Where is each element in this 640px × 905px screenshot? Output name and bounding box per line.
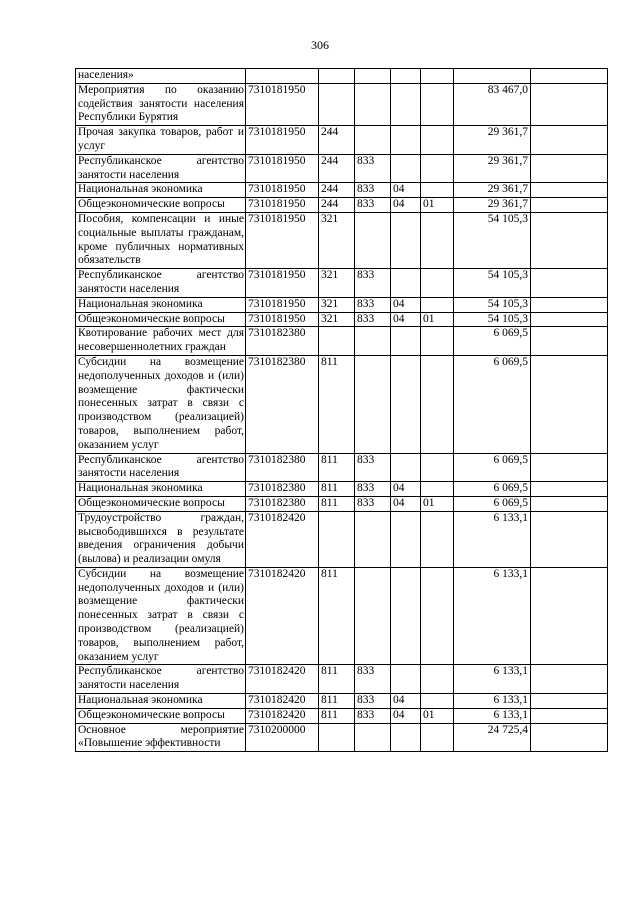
row-amount-extra-cell xyxy=(531,198,608,213)
row-expense-type-cell: 811 xyxy=(319,567,355,665)
row-amount-cell: 6 069,5 xyxy=(454,482,531,497)
row-administrator-cell: 833 xyxy=(355,312,391,327)
row-target-article-cell: 7310181950 xyxy=(246,154,319,183)
row-subsection-cell: 01 xyxy=(421,708,454,723)
row-section-cell xyxy=(391,567,421,665)
row-administrator-cell: 833 xyxy=(355,453,391,482)
row-amount-extra-cell xyxy=(531,453,608,482)
row-expense-type-cell xyxy=(319,327,355,356)
row-subsection-cell xyxy=(421,327,454,356)
table-row xyxy=(76,198,608,213)
row-administrator-cell xyxy=(355,355,391,453)
row-expense-type-cell: 321 xyxy=(319,269,355,298)
row-target-article-cell: 7310182380 xyxy=(246,482,319,497)
row-name-cell: Пособия, компенсации и иные социальные выплаты гражданам, кроме публичных нормативных обязательств xyxy=(76,212,246,268)
row-name-cell: Прочая закупка товаров, работ и услуг xyxy=(76,126,246,155)
row-name-cell: Трудоустройство граждан, высвободившихся в результате введения ограничения добычи (вылова) и реализации омуля xyxy=(76,511,246,567)
row-subsection-cell xyxy=(421,723,454,752)
table-row xyxy=(76,327,608,356)
row-expense-type-cell: 244 xyxy=(319,198,355,213)
row-name-cell: Национальная экономика xyxy=(76,297,246,312)
row-amount-cell: 6 133,1 xyxy=(454,511,531,567)
row-target-article-cell: 7310182380 xyxy=(246,453,319,482)
row-amount-extra-cell xyxy=(531,723,608,752)
row-amount-extra-cell xyxy=(531,297,608,312)
row-name-cell: Субсидии на возмещение недополученных доходов и (или) возмещение фактически понесенных затрат в связи с производством (реализацией) товаров, выполнением работ, оказанием услуг xyxy=(76,355,246,453)
row-expense-type-cell: 321 xyxy=(319,297,355,312)
table-row xyxy=(76,183,608,198)
row-name-cell: Субсидии на возмещение недополученных доходов и (или) возмещение фактически понесенных затрат в связи с производством (реализацией) товаров, выполнением работ, оказанием услуг xyxy=(76,567,246,665)
table-row xyxy=(76,355,608,453)
table-row xyxy=(76,269,608,298)
row-administrator-cell: 833 xyxy=(355,694,391,709)
row-section-cell xyxy=(391,126,421,155)
row-subsection-cell xyxy=(421,154,454,183)
row-amount-extra-cell xyxy=(531,126,608,155)
row-administrator-cell xyxy=(355,212,391,268)
row-target-article-cell: 7310181950 xyxy=(246,269,319,298)
row-name-cell: Основное мероприятие «Повышение эффективности xyxy=(76,723,246,752)
row-subsection-cell xyxy=(421,83,454,125)
row-target-article-cell: 7310181950 xyxy=(246,297,319,312)
row-section-cell xyxy=(391,83,421,125)
row-section-cell: 04 xyxy=(391,183,421,198)
table-row xyxy=(76,496,608,511)
row-administrator-cell: 833 xyxy=(355,154,391,183)
row-name-cell: Национальная экономика xyxy=(76,482,246,497)
row-amount-extra-cell xyxy=(531,708,608,723)
row-amount-extra-cell xyxy=(531,83,608,125)
row-subsection-cell xyxy=(421,453,454,482)
row-amount-cell: 24 725,4 xyxy=(454,723,531,752)
table-row xyxy=(76,482,608,497)
row-amount-cell: 54 105,3 xyxy=(454,269,531,298)
row-subsection-cell xyxy=(421,665,454,694)
row-amount-cell: 6 069,5 xyxy=(454,496,531,511)
row-amount-extra-cell xyxy=(531,327,608,356)
row-subsection-cell xyxy=(421,297,454,312)
row-amount-extra-cell xyxy=(531,183,608,198)
row-amount-cell: 54 105,3 xyxy=(454,312,531,327)
row-name-cell: населения» xyxy=(76,69,246,84)
row-subsection-cell xyxy=(421,212,454,268)
row-target-article-cell: 7310182420 xyxy=(246,708,319,723)
row-subsection-cell: 01 xyxy=(421,312,454,327)
table-body xyxy=(76,69,608,752)
row-target-article-cell: 7310182380 xyxy=(246,355,319,453)
row-administrator-cell xyxy=(355,126,391,155)
row-section-cell xyxy=(391,665,421,694)
row-amount-cell: 6 133,1 xyxy=(454,567,531,665)
row-section-cell xyxy=(391,511,421,567)
row-amount-extra-cell xyxy=(531,312,608,327)
row-administrator-cell: 833 xyxy=(355,198,391,213)
table-row xyxy=(76,83,608,125)
row-subsection-cell: 01 xyxy=(421,198,454,213)
row-section-cell xyxy=(391,453,421,482)
row-expense-type-cell: 321 xyxy=(319,212,355,268)
table-row xyxy=(76,708,608,723)
row-amount-extra-cell xyxy=(531,212,608,268)
row-amount-cell: 29 361,7 xyxy=(454,198,531,213)
row-amount-cell: 6 069,5 xyxy=(454,327,531,356)
row-amount-cell: 29 361,7 xyxy=(454,183,531,198)
row-section-cell: 04 xyxy=(391,198,421,213)
table-row xyxy=(76,723,608,752)
row-administrator-cell xyxy=(355,83,391,125)
row-amount-extra-cell xyxy=(531,269,608,298)
row-expense-type-cell: 244 xyxy=(319,154,355,183)
table-row xyxy=(76,511,608,567)
row-subsection-cell xyxy=(421,183,454,198)
row-section-cell: 04 xyxy=(391,694,421,709)
row-subsection-cell xyxy=(421,269,454,298)
row-expense-type-cell xyxy=(319,723,355,752)
row-amount-extra-cell xyxy=(531,567,608,665)
row-administrator-cell: 833 xyxy=(355,269,391,298)
table-row xyxy=(76,297,608,312)
row-expense-type-cell: 811 xyxy=(319,708,355,723)
row-expense-type-cell: 244 xyxy=(319,126,355,155)
page-number: 306 xyxy=(311,38,329,52)
row-section-cell xyxy=(391,69,421,84)
row-expense-type-cell: 244 xyxy=(319,183,355,198)
table-row xyxy=(76,69,608,84)
row-subsection-cell xyxy=(421,567,454,665)
row-expense-type-cell: 321 xyxy=(319,312,355,327)
row-name-cell: Республиканское агентство занятости населения xyxy=(76,453,246,482)
row-name-cell: Республиканское агентство занятости населения xyxy=(76,154,246,183)
table-row xyxy=(76,212,608,268)
row-name-cell: Общеэкономические вопросы xyxy=(76,198,246,213)
table-row xyxy=(76,567,608,665)
row-amount-cell xyxy=(454,69,531,84)
row-subsection-cell xyxy=(421,694,454,709)
row-section-cell xyxy=(391,212,421,268)
row-administrator-cell: 833 xyxy=(355,496,391,511)
row-amount-cell: 83 467,0 xyxy=(454,83,531,125)
row-expense-type-cell xyxy=(319,511,355,567)
table-row xyxy=(76,312,608,327)
table-row xyxy=(76,154,608,183)
row-administrator-cell: 833 xyxy=(355,482,391,497)
row-subsection-cell xyxy=(421,482,454,497)
row-section-cell xyxy=(391,355,421,453)
row-subsection-cell xyxy=(421,355,454,453)
row-target-article-cell: 7310181950 xyxy=(246,183,319,198)
row-section-cell: 04 xyxy=(391,496,421,511)
row-target-article-cell: 7310182420 xyxy=(246,511,319,567)
row-expense-type-cell: 811 xyxy=(319,496,355,511)
row-target-article-cell: 7310181950 xyxy=(246,312,319,327)
row-name-cell: Мероприятия по оказанию содействия занятости населения Республики Бурятия xyxy=(76,83,246,125)
budget-table xyxy=(75,68,608,752)
row-section-cell: 04 xyxy=(391,708,421,723)
row-section-cell: 04 xyxy=(391,312,421,327)
row-target-article-cell: 7310182420 xyxy=(246,665,319,694)
row-amount-cell: 6 069,5 xyxy=(454,453,531,482)
row-amount-extra-cell xyxy=(531,482,608,497)
row-name-cell: Общеэкономические вопросы xyxy=(76,708,246,723)
row-subsection-cell xyxy=(421,511,454,567)
row-administrator-cell: 833 xyxy=(355,183,391,198)
row-section-cell xyxy=(391,269,421,298)
row-amount-cell: 54 105,3 xyxy=(454,212,531,268)
row-expense-type-cell: 811 xyxy=(319,665,355,694)
row-administrator-cell: 833 xyxy=(355,708,391,723)
row-target-article-cell: 7310181950 xyxy=(246,198,319,213)
row-name-cell: Национальная экономика xyxy=(76,183,246,198)
row-administrator-cell: 833 xyxy=(355,665,391,694)
row-amount-cell: 29 361,7 xyxy=(454,126,531,155)
table-row xyxy=(76,126,608,155)
row-section-cell: 04 xyxy=(391,297,421,312)
row-target-article-cell: 7310182380 xyxy=(246,327,319,356)
table-row xyxy=(76,694,608,709)
table-row xyxy=(76,453,608,482)
row-subsection-cell xyxy=(421,126,454,155)
table-row xyxy=(76,665,608,694)
row-target-article-cell: 7310182380 xyxy=(246,496,319,511)
row-target-article-cell: 7310200000 xyxy=(246,723,319,752)
row-target-article-cell: 7310181950 xyxy=(246,83,319,125)
row-expense-type-cell: 811 xyxy=(319,355,355,453)
row-administrator-cell xyxy=(355,511,391,567)
row-name-cell: Квотирование рабочих мест для несовершеннолетних граждан xyxy=(76,327,246,356)
row-administrator-cell xyxy=(355,567,391,665)
row-amount-extra-cell xyxy=(531,511,608,567)
row-amount-extra-cell xyxy=(531,154,608,183)
row-amount-cell: 29 361,7 xyxy=(454,154,531,183)
row-amount-extra-cell xyxy=(531,69,608,84)
row-target-article-cell: 7310182420 xyxy=(246,694,319,709)
row-section-cell xyxy=(391,154,421,183)
row-amount-extra-cell xyxy=(531,496,608,511)
row-amount-extra-cell xyxy=(531,355,608,453)
row-administrator-cell xyxy=(355,69,391,84)
row-administrator-cell xyxy=(355,723,391,752)
row-target-article-cell: 7310181950 xyxy=(246,212,319,268)
row-expense-type-cell: 811 xyxy=(319,482,355,497)
row-amount-extra-cell xyxy=(531,694,608,709)
row-amount-cell: 6 133,1 xyxy=(454,694,531,709)
row-name-cell: Общеэкономические вопросы xyxy=(76,312,246,327)
row-subsection-cell xyxy=(421,69,454,84)
row-name-cell: Республиканское агентство занятости населения xyxy=(76,665,246,694)
row-target-article-cell: 7310181950 xyxy=(246,126,319,155)
row-amount-cell: 6 133,1 xyxy=(454,665,531,694)
row-target-article-cell xyxy=(246,69,319,84)
row-section-cell xyxy=(391,723,421,752)
row-expense-type-cell xyxy=(319,83,355,125)
row-expense-type-cell: 811 xyxy=(319,453,355,482)
row-amount-extra-cell xyxy=(531,665,608,694)
row-administrator-cell xyxy=(355,327,391,356)
row-section-cell xyxy=(391,327,421,356)
row-name-cell: Республиканское агентство занятости населения xyxy=(76,269,246,298)
row-name-cell: Национальная экономика xyxy=(76,694,246,709)
row-amount-cell: 6 133,1 xyxy=(454,708,531,723)
row-amount-cell: 54 105,3 xyxy=(454,297,531,312)
row-name-cell: Общеэкономические вопросы xyxy=(76,496,246,511)
row-expense-type-cell: 811 xyxy=(319,694,355,709)
row-expense-type-cell xyxy=(319,69,355,84)
row-subsection-cell: 01 xyxy=(421,496,454,511)
row-section-cell: 04 xyxy=(391,482,421,497)
row-administrator-cell: 833 xyxy=(355,297,391,312)
row-target-article-cell: 7310182420 xyxy=(246,567,319,665)
row-amount-cell: 6 069,5 xyxy=(454,355,531,453)
